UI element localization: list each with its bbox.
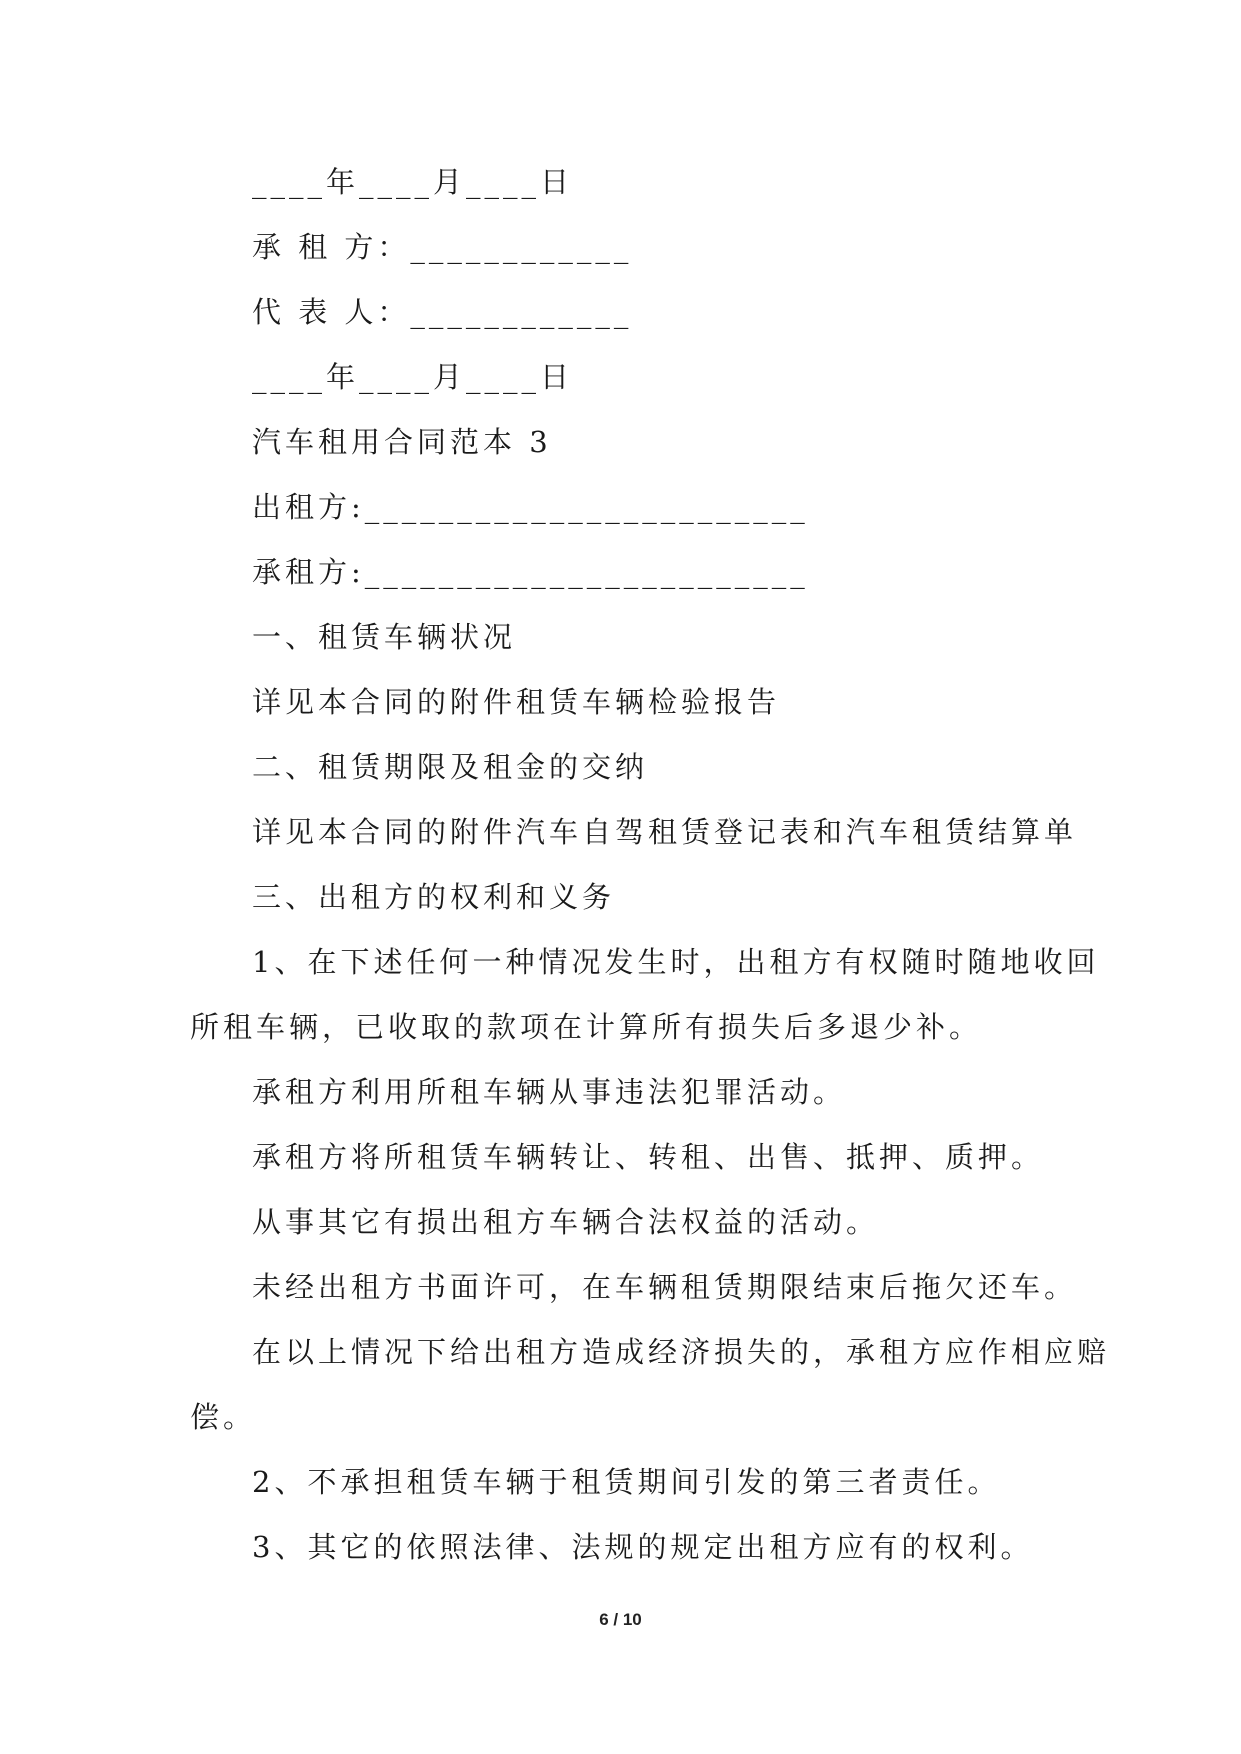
paragraph-continuation: 偿。 (190, 1400, 257, 1434)
lessee-signature-line: 承 租 方：____________ (252, 230, 633, 264)
contract-title: 汽车租用合同范本 3 (252, 425, 552, 459)
page-number: 6 / 10 (599, 1610, 642, 1629)
paragraph: 从事其它有损出租方车辆合法权益的活动。 (252, 1205, 880, 1239)
date-line: ____年____月____日 (252, 165, 574, 199)
paragraph: 1、在下述任何一种情况发生时，出租方有权随时随地收回 (252, 945, 1100, 979)
section-heading: 一、租赁车辆状况 (252, 620, 517, 654)
lessee-field: 承租方:________________________ (252, 555, 809, 589)
paragraph: 3、其它的依照法律、法规的规定出租方应有的权利。 (252, 1530, 1034, 1564)
paragraph-continuation: 所租车辆，已收取的款项在计算所有损失后多退少补。 (190, 1010, 983, 1044)
lessor-field: 出租方:________________________ (252, 490, 809, 524)
paragraph: 承租方将所租赁车辆转让、转租、出售、抵押、质押。 (252, 1140, 1045, 1174)
paragraph: 未经出租方书面许可，在车辆租赁期限结束后拖欠还车。 (252, 1270, 1078, 1304)
section-heading: 三、出租方的权利和义务 (252, 880, 616, 914)
section-heading: 二、租赁期限及租金的交纳 (252, 750, 649, 784)
paragraph: 2、不承担租赁车辆于租赁期间引发的第三者责任。 (252, 1465, 1001, 1499)
date-line: ____年____月____日 (252, 360, 574, 394)
paragraph: 详见本合同的附件汽车自驾租赁登记表和汽车租赁结算单 (252, 815, 1078, 849)
representative-signature-line: 代 表 人：____________ (252, 295, 633, 329)
paragraph: 详见本合同的附件租赁车辆检验报告 (252, 685, 781, 719)
paragraph: 承租方利用所租车辆从事违法犯罪活动。 (252, 1075, 847, 1109)
paragraph: 在以上情况下给出租方造成经济损失的，承租方应作相应赔 (252, 1335, 1111, 1369)
